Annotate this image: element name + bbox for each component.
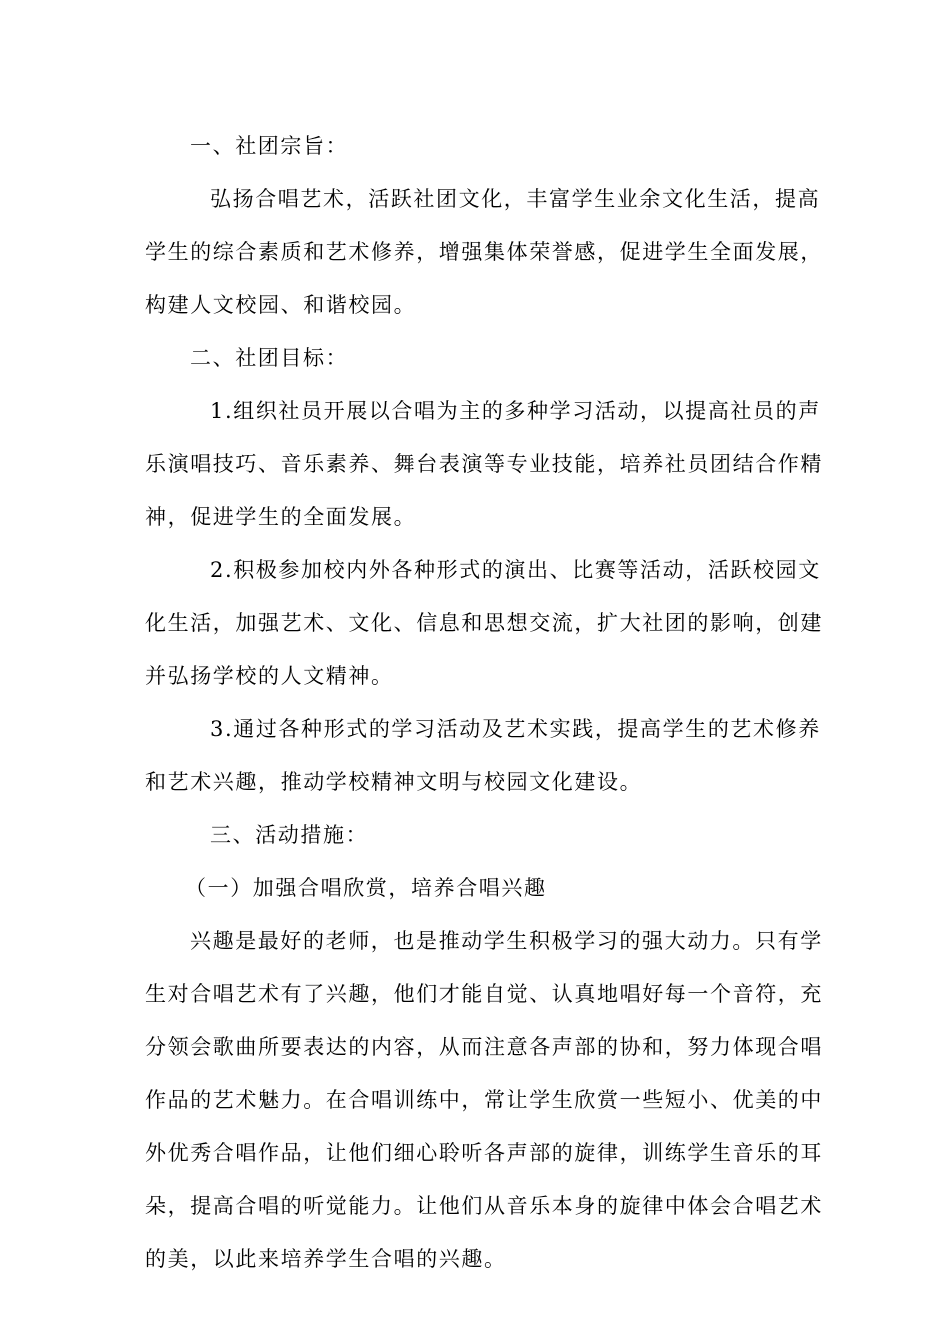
section-2-item-1-line: 乐演唱技巧、音乐素养、舞台表演等专业技能，培养社员团结合作精: [145, 452, 823, 476]
section-2-item-1-line: 神，促进学生的全面发展。: [145, 505, 417, 529]
section-2-item-2-line: 并弘扬学校的人文精神。: [145, 664, 394, 688]
section-1-paragraph-line: 构建人文校园、和谐校园。: [145, 293, 417, 317]
section-3-heading: 三、活动措施：: [210, 823, 369, 847]
section-3-body-line: 生对合唱艺术有了兴趣，他们才能自觉、认真地唱好每一个音符，充: [145, 982, 823, 1006]
section-2-item-3-line: 和艺术兴趣，推动学校精神文明与校园文化建设。: [145, 770, 643, 794]
section-3-body-line: 外优秀合唱作品，让他们细心聆听各声部的旋律，训练学生音乐的耳: [145, 1141, 823, 1165]
section-2-item-3-line: 3.通过各种形式的学习活动及艺术实践，提高学生的艺术修养: [210, 717, 821, 741]
section-3-body-line: 作品的艺术魅力。在合唱训练中，常让学生欣赏一些短小、优美的中: [145, 1088, 823, 1112]
section-2-item-2-line: 化生活，加强艺术、文化、信息和思想交流，扩大社团的影响，创建: [145, 611, 823, 635]
section-3-body-line: 朵，提高合唱的听觉能力。让他们从音乐本身的旋律中体会合唱艺术: [145, 1194, 823, 1218]
section-3-body-line: 分领会歌曲所要表达的内容，从而注意各声部的协和，努力体现合唱: [145, 1035, 823, 1059]
section-3-body-line: 兴趣是最好的老师，也是推动学生积极学习的强大动力。只有学: [190, 929, 823, 953]
section-2-item-1-line: 1.组织社员开展以合唱为主的多种学习活动，以提高社员的声: [210, 399, 821, 423]
section-3-subheading: （一）加强合唱欣赏，培养合唱兴趣: [185, 876, 547, 900]
section-1-paragraph-line: 弘扬合唱艺术，活跃社团文化，丰富学生业余文化生活，提高: [210, 187, 821, 211]
section-1-paragraph-line: 学生的综合素质和艺术修养，增强集体荣誉感，促进学生全面发展，: [145, 240, 823, 264]
section-1-heading: 一、社团宗旨：: [190, 134, 349, 158]
section-2-item-2-line: 2.积极参加校内外各种形式的演出、比赛等活动，活跃校园文: [210, 558, 821, 582]
section-2-heading: 二、社团目标：: [190, 346, 349, 370]
document-body: [145, 120, 823, 1286]
section-3-body-line: 的美，以此来培养学生合唱的兴趣。: [145, 1247, 507, 1271]
